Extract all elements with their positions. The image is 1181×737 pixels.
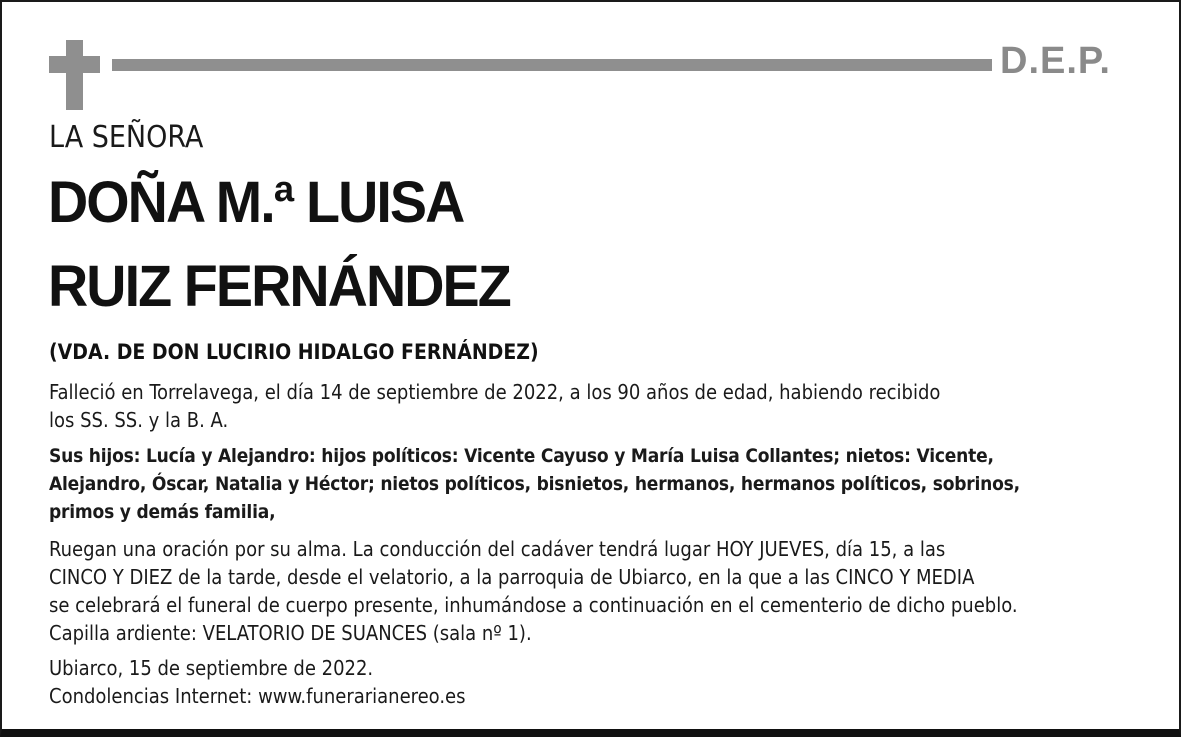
- closing: [49, 654, 1159, 710]
- death-notice-line: los SS. SS. y la B. A.: [49, 408, 229, 432]
- condolences-line: Condolencias Internet: www.funerarianereo.es: [49, 684, 466, 708]
- funeral-line: CINCO Y DIEZ de la tarde, desde el velatorio, a la parroquia de Ubiarco, en la que a las CINCO Y MEDIA: [49, 565, 975, 589]
- cross-icon-bar: [49, 56, 100, 73]
- honorific: LA SEÑORA: [49, 120, 204, 155]
- deceased-name-line-2: RUIZ FERNÁNDEZ: [48, 254, 510, 319]
- family-line: primos y demás familia,: [49, 501, 276, 523]
- cross-icon: [66, 40, 83, 110]
- death-notice: [49, 378, 1159, 434]
- funeral-line: Ruegan una oración por su alma. La conducción del cadáver tendrá lugar HOY JUEVES, día 15, a las: [49, 537, 946, 561]
- family-list: [49, 442, 1159, 526]
- funeral-line: se celebrará el funeral de cuerpo presente, inhumándose a continuación en el cementerio de dicho pueblo.: [49, 593, 1018, 617]
- death-notice-line: Falleció en Torrelavega, el día 14 de septiembre de 2022, a los 90 años de edad, habiendo recibido: [49, 380, 941, 404]
- dep-label: D.E.P.: [1000, 40, 1111, 82]
- family-line: Sus hijos: Lucía y Alejandro: hijos políticos: Vicente Cayuso y María Luisa Collantes; nietos: Vicente,: [49, 445, 994, 467]
- place-date: Ubiarco, 15 de septiembre de 2022.: [49, 656, 374, 680]
- funeral-details: [49, 535, 1159, 647]
- family-line: Alejandro, Óscar, Natalia y Héctor; nietos políticos, bisnietos, hermanos, hermanos políticos, sobrinos,: [49, 473, 1020, 495]
- header-rule: [112, 59, 992, 71]
- funeral-line: Capilla ardiente: VELATORIO DE SUANCES (sala nº 1).: [49, 621, 532, 645]
- deceased-name-line-1: DOÑA M.ª LUISA: [48, 170, 464, 235]
- widow-note: (VDA. DE DON LUCIRIO HIDALGO FERNÁNDEZ): [49, 340, 539, 364]
